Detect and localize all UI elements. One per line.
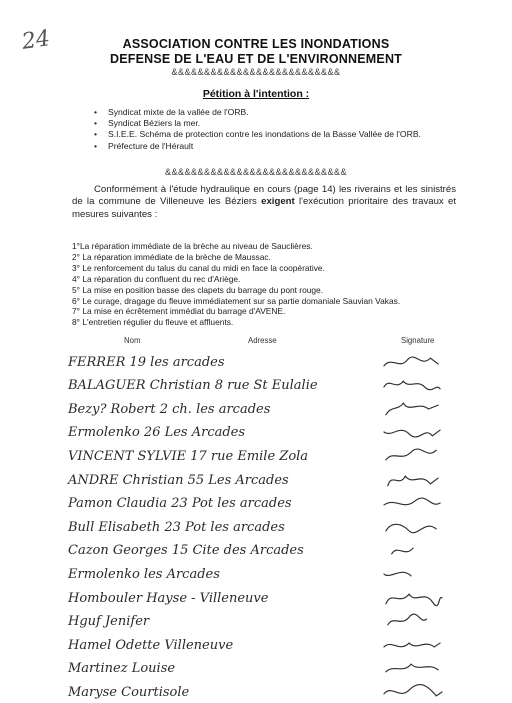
association-title: ASSOCIATION CONTRE LES INONDATIONS bbox=[122, 37, 390, 51]
measure-item: 7° La mise en écrêtement immédiat du barrage d'AVENE. bbox=[72, 306, 286, 317]
signature-row bbox=[62, 513, 482, 537]
signature-stroke bbox=[392, 548, 413, 554]
signer-name-address: FERRER 19 les arcades bbox=[68, 354, 225, 370]
signature-stroke bbox=[386, 449, 436, 460]
handwritten-signature bbox=[382, 352, 444, 372]
signature-table bbox=[62, 348, 482, 702]
signature-stroke bbox=[384, 498, 440, 505]
signature-row bbox=[62, 442, 482, 466]
intro-emphasis: exigent bbox=[261, 196, 295, 208]
recipient-item: • Syndicat mixte de la vallée de l'ORB. bbox=[94, 107, 421, 118]
handwritten-signature bbox=[382, 682, 444, 702]
measure-item: 2° La réparation immédiate de la brèche de Maussac. bbox=[72, 251, 271, 262]
signature-row bbox=[62, 608, 482, 632]
measure-item: 8° L'entretien régulier du fleuve et affluents. bbox=[72, 317, 234, 328]
handwritten-page-number: 24 bbox=[20, 26, 52, 55]
column-header-signature: Signature bbox=[401, 336, 435, 345]
signature-stroke bbox=[388, 476, 438, 486]
signer-name-address: Hguf Jenifer bbox=[68, 614, 150, 630]
signature-row bbox=[62, 490, 482, 514]
petition-heading: Pétition à l'intention : bbox=[202, 88, 310, 100]
signer-name-address: Martinez Louise bbox=[68, 661, 176, 677]
signature-stroke bbox=[384, 430, 440, 437]
intro-paragraph bbox=[72, 184, 456, 221]
signature-stroke bbox=[384, 357, 438, 366]
signature-stroke bbox=[388, 614, 427, 625]
column-header-name: Nom bbox=[124, 336, 141, 345]
handwritten-signature bbox=[382, 564, 444, 584]
signature-stroke bbox=[386, 524, 436, 532]
intro-text: Conformément à l'étude hydraulique en cours (page 14) les riverains et les sinistrés de la commune de Villeneuve les Béziers bbox=[72, 184, 456, 208]
signature-row bbox=[62, 537, 482, 561]
signer-name-address: Ermolenko 26 Les Arcades bbox=[68, 425, 246, 441]
signature-stroke bbox=[384, 643, 440, 647]
recipient-item: • Syndicat Béziers la mer. bbox=[94, 118, 421, 129]
separator: &&&&&&&&&&&&&&&&&&&&&&&&&& bbox=[171, 67, 341, 77]
measure-item: 5° La mise en position basse des clapets du barrage du pont rouge. bbox=[72, 284, 324, 295]
measure-item: 6° Le curage, dragage du fleuve immédiatement sur sa partie domaniale Sauvian Vakas. bbox=[72, 295, 401, 306]
handwritten-signature bbox=[382, 658, 444, 678]
signature-stroke bbox=[386, 594, 442, 606]
signer-name-address: BALAGUER Christian 8 rue St Eulalie bbox=[68, 378, 318, 394]
signer-name-address: Ermolenko les Arcades bbox=[68, 566, 220, 582]
signer-name-address: Pamon Claudia 23 Pot les arcades bbox=[68, 496, 292, 512]
intro-text-end: l'exécution prioritaire des travaux et mesures suivantes : bbox=[72, 196, 456, 220]
signature-stroke bbox=[384, 572, 411, 576]
handwritten-signature bbox=[382, 375, 444, 395]
handwritten-signature bbox=[382, 493, 444, 513]
signature-stroke bbox=[386, 664, 438, 672]
measure-item: 1°La réparation immédiate de la brèche au niveau de Sauclières. bbox=[72, 241, 313, 251]
signer-name-address: Maryse Courtisole bbox=[68, 684, 190, 700]
handwritten-signature bbox=[382, 635, 444, 655]
handwritten-signature bbox=[382, 517, 444, 537]
signature-stroke bbox=[386, 403, 438, 415]
recipient-item: • Préfecture de l'Hérault bbox=[94, 141, 421, 152]
signature-row bbox=[62, 631, 482, 655]
signer-name-address: VINCENT SYLVIE 17 rue Emile Zola bbox=[68, 448, 309, 464]
signer-name-address: Bezy? Robert 2 ch. les arcades bbox=[68, 401, 271, 417]
signature-row bbox=[62, 419, 482, 443]
handwritten-signature bbox=[382, 422, 444, 442]
signature-row bbox=[62, 372, 482, 396]
recipient-item: • S.I.E.E. Schéma de protection contre les inondations de la Basse Vallée de l'ORB. bbox=[94, 129, 421, 140]
handwritten-signature bbox=[382, 399, 444, 419]
recipient-list bbox=[94, 107, 421, 152]
signature-row bbox=[62, 395, 482, 419]
association-subtitle: DEFENSE DE L'EAU ET DE L'ENVIRONNEMENT bbox=[109, 52, 403, 66]
signature-row bbox=[62, 348, 482, 372]
signature-stroke bbox=[384, 381, 440, 390]
signature-row bbox=[62, 560, 482, 584]
signature-row bbox=[62, 584, 482, 608]
signature-row bbox=[62, 678, 482, 702]
handwritten-signature bbox=[382, 540, 444, 560]
handwritten-signature bbox=[382, 588, 444, 608]
handwritten-signature bbox=[382, 446, 444, 466]
signer-name-address: Cazon Georges 15 Cite des Arcades bbox=[68, 543, 304, 559]
measure-item: 4° La réparation du confluent du rec d'Ariège. bbox=[72, 273, 241, 284]
signer-name-address: Hombouler Hayse - Villeneuve bbox=[68, 590, 269, 606]
measures-list bbox=[72, 241, 400, 328]
signature-stroke bbox=[384, 684, 442, 695]
signature-row bbox=[62, 466, 482, 490]
signature-row bbox=[62, 655, 482, 679]
handwritten-signature bbox=[382, 470, 444, 490]
signer-name-address: Hamel Odette Villeneuve bbox=[68, 637, 234, 653]
handwritten-signature bbox=[382, 611, 444, 631]
separator: &&&&&&&&&&&&&&&&&&&&&&&&&&&& bbox=[164, 167, 348, 177]
signer-name-address: ANDRE Christian 55 Les Arcades bbox=[68, 472, 289, 488]
column-header-address: Adresse bbox=[248, 336, 277, 345]
measure-item: 3° Le renforcement du talus du canal du midi en face la coopérative. bbox=[72, 262, 325, 273]
signer-name-address: Bull Elisabeth 23 Pot les arcades bbox=[68, 519, 285, 535]
